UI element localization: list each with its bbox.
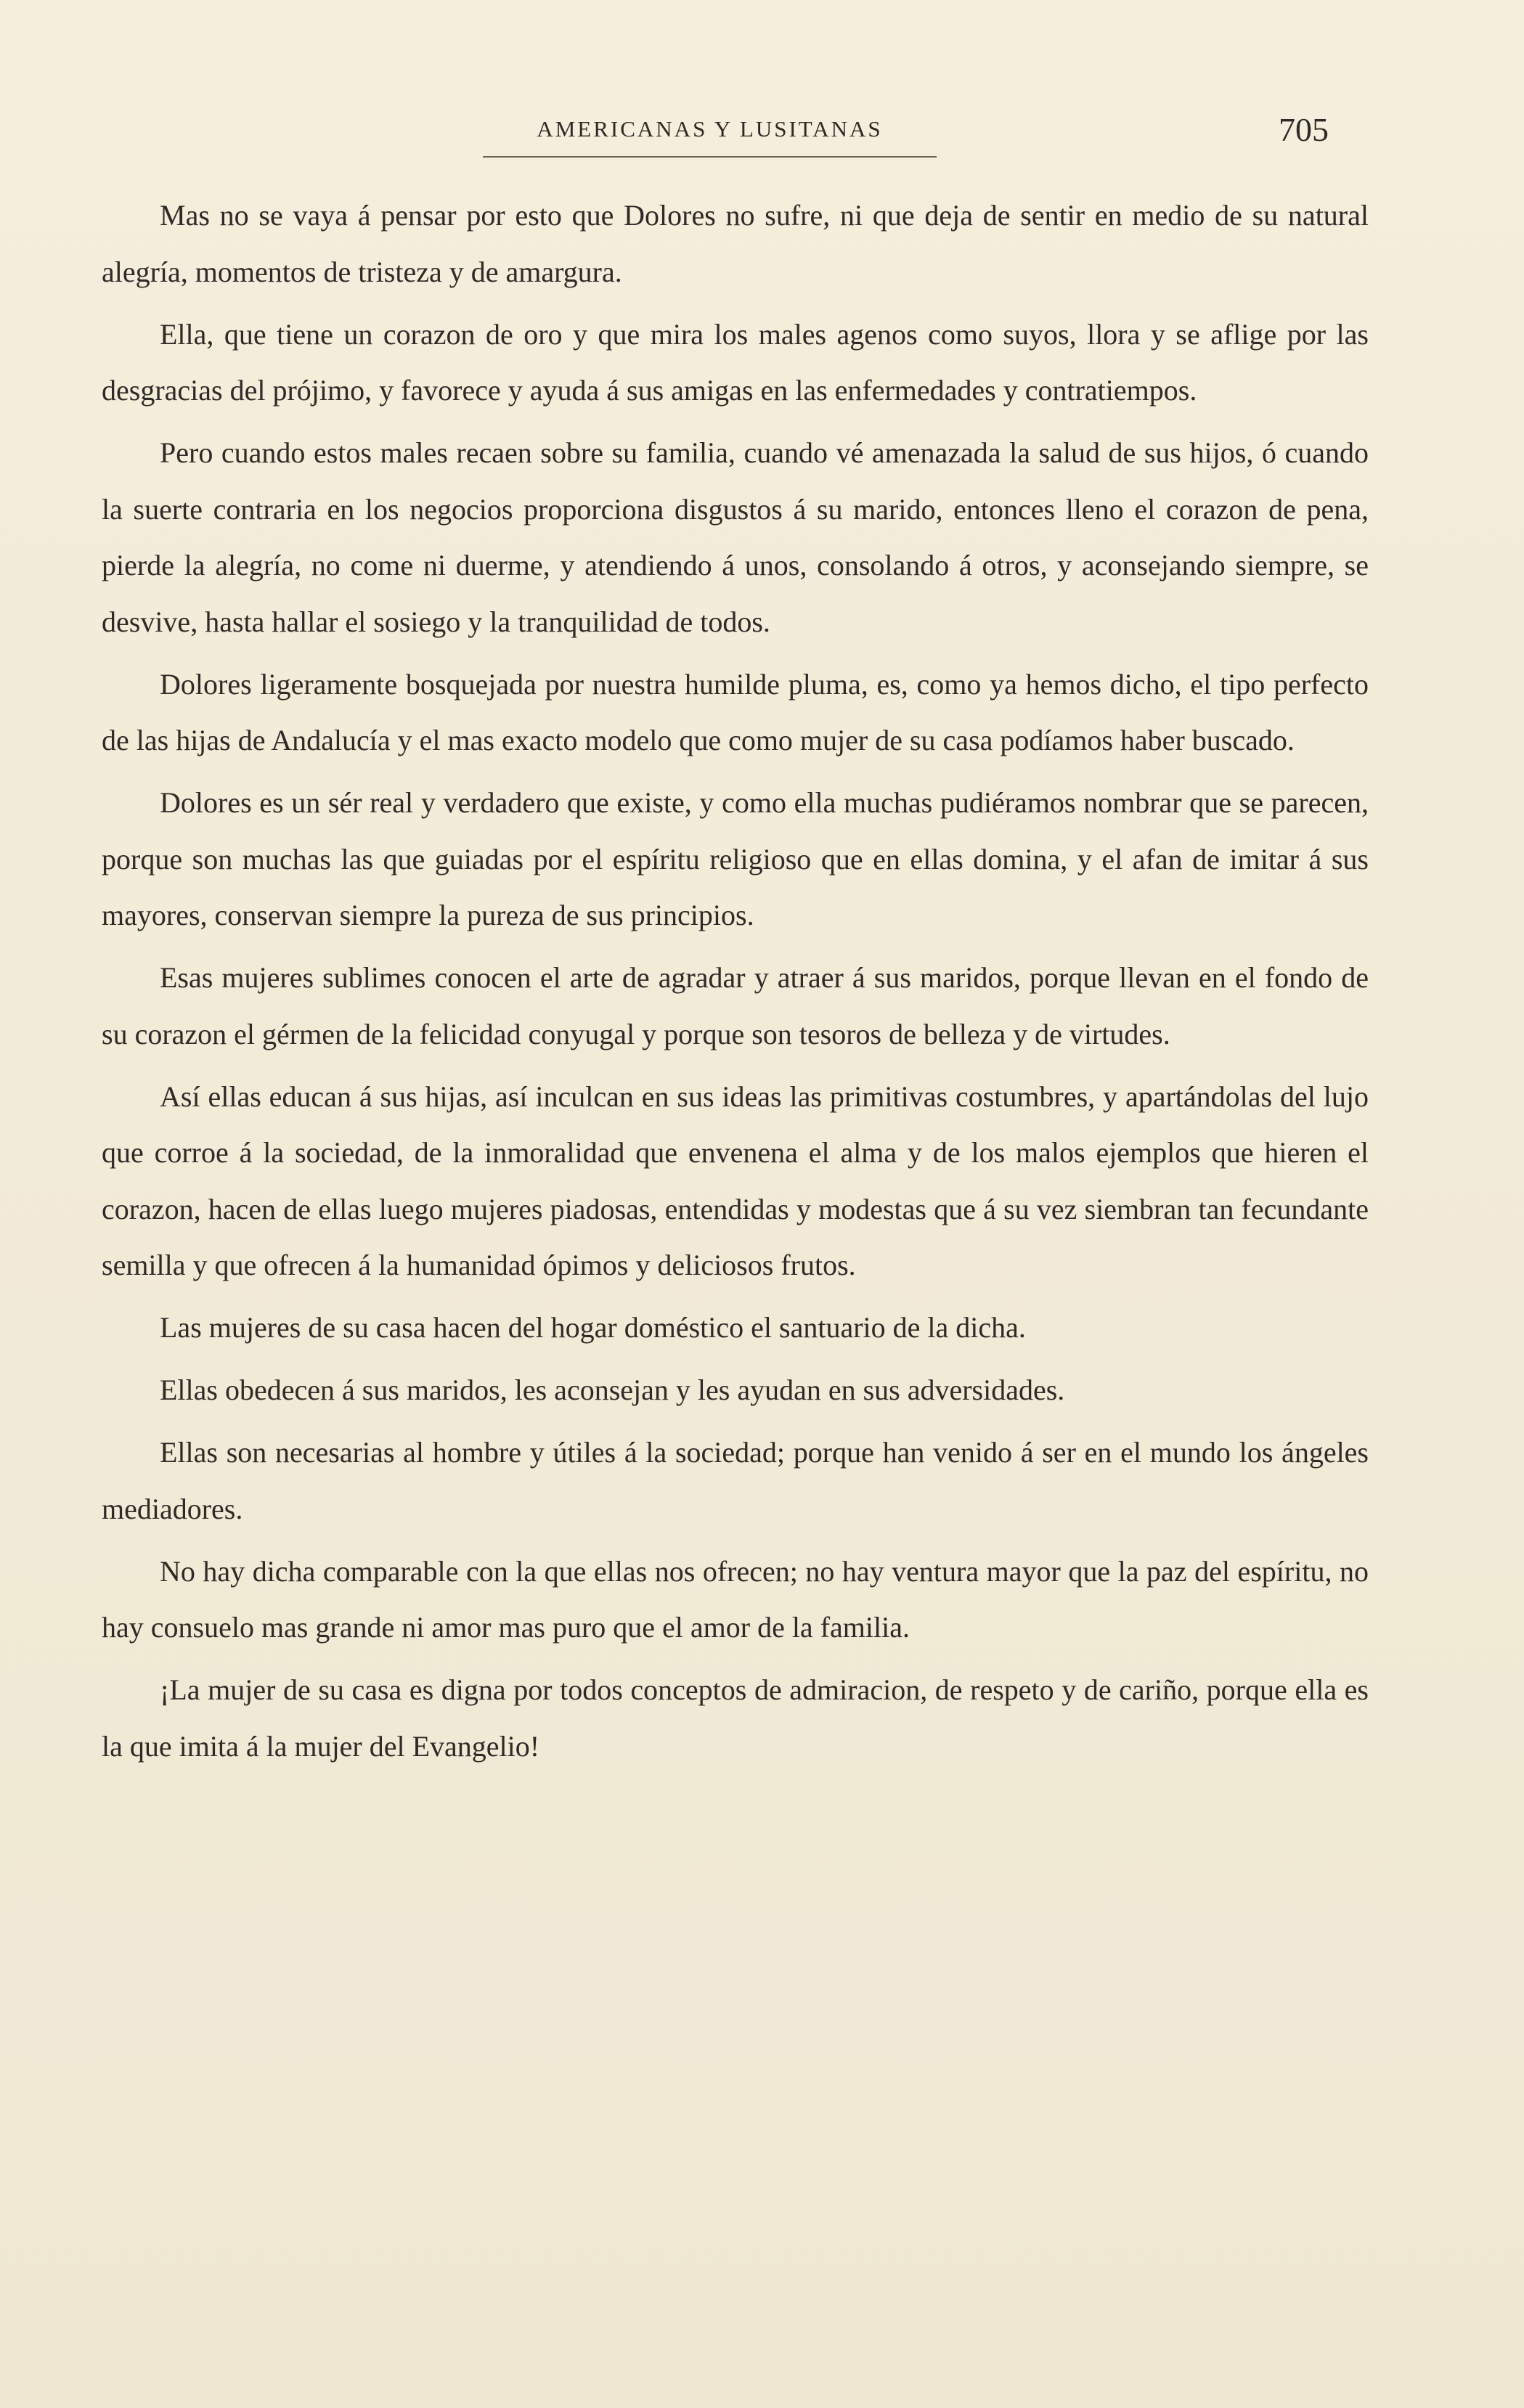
paragraph: ¡La mujer de su casa es digna por todos conceptos de admiracion, de respeto y de cariño, porque ella es la que imita á la mujer del Evangelio!: [102, 1673, 1369, 1763]
header-rule: [483, 156, 937, 158]
paragraph: Esas mujeres sublimes conocen el arte de agradar y atraer á sus maridos, porque llevan en el fondo de su corazon el gérmen de la felicidad conyugal y porque son tesoros de belleza y de virtudes.: [102, 961, 1369, 1050]
paragraph: Ellas obedecen á sus maridos, les aconsejan y les ayudan en sus adversidades.: [160, 1374, 1065, 1406]
paragraph: Así ellas educan á sus hijas, así inculcan en sus ideas las primitivas costumbres, y apartándolas del lujo que corroe á la sociedad, de la inmoralidad que envenena el alma y de los malos ejemplos que hieren el corazon, hacen de ellas luego mujeres piadosas, entendidas y modestas que á su vez siembran tan fecundante semilla y que ofrecen á la humanidad ópimos y deliciosos frutos.: [102, 1079, 1369, 1281]
body-text: [102, 187, 1369, 1781]
paragraph: Mas no se vaya á pensar por esto que Dolores no sufre, ni que deja de sentir en medio de su natural alegría, momentos de tristeza y de amargura.: [102, 199, 1369, 288]
page-number: 705: [1279, 111, 1329, 148]
paragraph: No hay dicha comparable con la que ellas nos ofrecen; no hay ventura mayor que la paz del espíritu, no hay consuelo mas grande ni amor mas puro que el amor de la familia.: [102, 1554, 1369, 1644]
paragraph: Pero cuando estos males recaen sobre su familia, cuando vé amenazada la salud de sus hijos, ó cuando la suerte contraria en los negocios proporciona disgustos á su marido, entonces lleno el corazon de pena, pierde la alegría, no come ni duerme, y atendiendo á unos, consolando á otros, y aconsejando siempre, se desvive, hasta hallar el sosiego y la tranquilidad de todos.: [102, 436, 1369, 638]
paragraph: Ellas son necesarias al hombre y útiles á la sociedad; porque han venido á ser en el mundo los ángeles mediadores.: [102, 1436, 1369, 1525]
paragraph: Dolores ligeramente bosquejada por nuestra humilde pluma, es, como ya hemos dicho, el tipo perfecto de las hijas de Andalucía y el mas exacto modelo que como mujer de su casa podíamos haber buscado.: [102, 667, 1369, 756]
running-title: AMERICANAS Y LUSITANAS: [537, 116, 883, 142]
paragraph: Ella, que tiene un corazon de oro y que mira los males agenos como suyos, llora y se aflige por las desgracias del prójimo, y favorece y ayuda á sus amigas en las enfermedades y contratiempos.: [102, 317, 1369, 407]
paragraph: Las mujeres de su casa hacen del hogar doméstico el santuario de la dicha.: [160, 1311, 1026, 1344]
paragraph: Dolores es un sér real y verdadero que existe, y como ella muchas pudiéramos nombrar que se parecen, porque son muchas las que guiadas por el espíritu religioso que en ellas domina, y el afan de imitar á sus mayores, conservan siempre la pureza de sus principios.: [102, 786, 1369, 931]
